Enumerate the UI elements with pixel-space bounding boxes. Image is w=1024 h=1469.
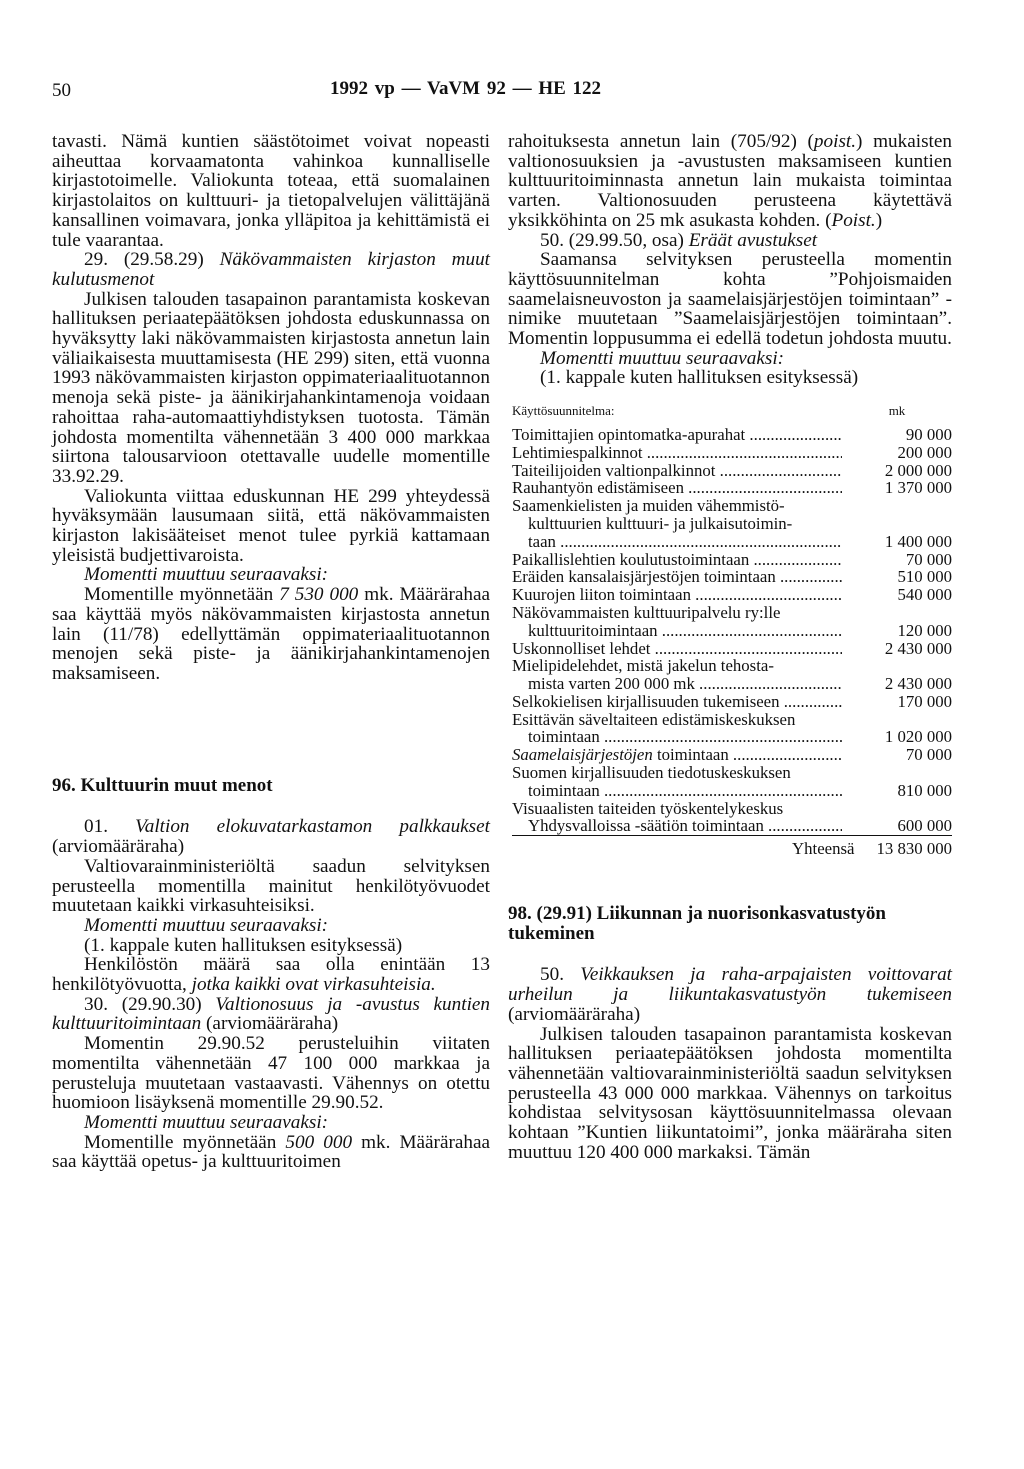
row-value: 70 000 (905, 745, 952, 765)
paragraph: Valiokunta viittaa eduskunnan HE 299 yhteydessä hyväksymään lausumaan siitä, että näkövammaisten kirjaston lakisääteiset menot tulee pyrkiä kattamaan yleisistä budjettivaroista. (52, 485, 490, 566)
row-value: 2 000 000 (884, 460, 952, 480)
row-value: 200 000 (897, 442, 952, 462)
table-row (512, 657, 952, 693)
heading-line: tukeminen (508, 922, 595, 944)
text-run: (arviomääräraha) (52, 836, 185, 858)
left-column (52, 132, 490, 1172)
item-number: 50. (29.99.50, osa) (540, 229, 689, 251)
row-label: Toimittajien opintomatka-apurahat ..... (512, 426, 842, 444)
row-value: 2 430 000 (884, 674, 952, 694)
row-label: Visuaalisten taiteiden työskentelykeskus (512, 798, 784, 818)
table-header (512, 402, 952, 420)
row-label (512, 746, 842, 764)
text-run: mk. Määrärahaa saa käyttää myös näkövammaisten kirjastosta annetun lain (11/78) edellyttämän oppimateriaalituotannon menojen sekä piste- ja äänikirjahankintamenojen maksamiseen. (52, 584, 490, 684)
text-run: ) mukaisten valtionosuuksien ja -avustusten maksamiseen kuntien kulttuuritoiminnasta annetun lain mukaista toimintaa varten. Valtionosuuden perusteena käytettävä yksikköhinta on 25 mk asukasta kohden. ( (508, 131, 952, 231)
text-run: Saamelaisjärjestöjen (512, 746, 653, 765)
table-row (512, 568, 952, 586)
table-total (512, 840, 952, 858)
amount: 500 000 (285, 1131, 353, 1153)
text-run: toimintaan (652, 746, 729, 765)
row-value: 1 020 000 (884, 727, 952, 747)
table-row (512, 640, 952, 658)
row-label: Selkokielisen kirjallisuuden tukemiseen ..... (512, 693, 842, 711)
table-row (512, 586, 952, 604)
text-run: Momentille myönnetään (84, 1131, 286, 1153)
paragraph: Julkisen talouden tasapainon parantamista koskevan hallituksen periaatepäätöksen johdosta momentilta vähennetään valtiovarainministeriöltä saadun selvityksen perusteella 43 000 000 markkaa. Vähennys on tarkoitus kohdistaa selvitysosan käyttösuunnitelmassa olevaan kohtaan ”Kuntien liikuntatoimi”, jonka määräraha siten muuttuu 120 400 000 markaksi. Tämän (508, 1023, 952, 1163)
row-value: 510 000 (897, 567, 952, 587)
text-run: poist. (813, 131, 857, 152)
table-header-unit: mk (888, 403, 906, 419)
row-value: 1 370 000 (884, 478, 952, 498)
amendment-label: Momentti muuttuu seuraavaksi: (84, 1111, 329, 1133)
page-number: 50 (52, 80, 71, 101)
row-label: Suomen kirjallisuuden tiedotuskeskuksen (512, 763, 791, 783)
item-heading (52, 250, 490, 289)
right-column (508, 132, 952, 1163)
amendment-label: Momentti muuttuu seuraavaksi: (84, 914, 329, 936)
item-heading (52, 995, 490, 1034)
row-label: toimintaan ..... (512, 728, 842, 746)
paragraph (52, 585, 490, 684)
total-label: Yhteensä (792, 839, 855, 859)
text-run: mk. Määrärahaa saa käyttää opetus- ja kulttuuritoimen (52, 1131, 491, 1173)
table-row (512, 479, 952, 497)
paragraph: Valtiovarainministeriöltä saadun selvityksen perusteella momentilla mainitut henkilötyövuodet muutetaan kaikki virkasuhteisiksi. (52, 855, 490, 917)
row-label: kulttuurien kulttuuri- ja julkaisutoimin- (528, 513, 793, 533)
table-row (512, 746, 952, 764)
paragraph (508, 132, 952, 231)
table-row (512, 444, 952, 462)
row-label: Yhdysvalloissa -säätiön toimintaan ..... (512, 817, 842, 835)
item-heading (508, 965, 952, 1024)
item-number: 01. (84, 816, 136, 838)
row-value: 90 000 (905, 424, 952, 444)
paragraph: (1. kappale kuten hallituksen esityksessä) (84, 934, 403, 956)
table-row (512, 462, 952, 480)
paragraph: tavasti. Nämä kuntien säästötoimet voivat nopeasti aiheuttaa korvaamatonta vahinkoa kunnalliselle kirjastotoimelle. Valiokunta toteaa, että suomalainen kirjastolaitos on kulttuuri- ja tietopalvelujen välittäjänä kansallinen voimavara, jonka ylläpitoa ja kehittämistä ei tule vaarantaa. (52, 131, 490, 251)
paragraph (52, 1133, 490, 1172)
paragraph: Julkisen talouden tasapainon parantamista koskevan hallituksen periaatepäätöksen johdosta eduskunnassa on hyväksytty laki näkövammaisten kirjastosta annetun lain väliaikaisesta muuttamisesta (HE 299) siten, että vuonna 1993 näkövammaisten kirjaston oppimateriaalituotannon menoja sekä piste- ja äänikirjahankintamenoja voidaan rahoittaa raha-automaattiyhdistyksen tuotosta. Tämän johdosta momentilta vähennetään 3 400 000 markkaa siirtona talousarvioon otettavalle uudelle momentille 33.92.29. (52, 288, 490, 487)
row-value: 170 000 (897, 691, 952, 711)
table-row (512, 604, 952, 640)
item-title: Näkövammaisten kirjaston muut kulutusmenot (52, 249, 490, 290)
row-value: 70 000 (905, 549, 952, 569)
item-number: 29. (29.58.29) (84, 249, 220, 271)
item-heading (508, 231, 952, 251)
text-run: (arviomääräraha) (201, 1013, 339, 1035)
row-label: Saamenkielisten ja muiden vähemmistö- (512, 496, 785, 516)
table-row (512, 711, 952, 747)
text-run: rahoituksesta annetun lain (705/92) ( (508, 131, 814, 152)
row-value: 1 400 000 (884, 531, 952, 551)
item-number: 30. (29.90.30) (84, 993, 216, 1015)
table-row (512, 551, 952, 569)
row-value: 120 000 (897, 620, 952, 640)
row-label: mista varten 200 000 mk ..... (512, 675, 842, 693)
text-run: Henkilöstön määrä saa olla enintään 13 henkilötyövuotta, (52, 954, 490, 996)
row-label: Mielipidelehdet, mistä jakelun tehosta- (512, 656, 774, 676)
table-row (512, 426, 952, 444)
row-label: Uskonnolliset lehdet ..... (512, 640, 842, 658)
row-value: 600 000 (897, 816, 952, 836)
paragraph: (1. kappale kuten hallituksen esityksessä) (540, 367, 859, 389)
row-label: Kuurojen liiton toimintaan ..... (512, 586, 842, 604)
row-label: Rauhantyön edistämiseen ..... (512, 479, 842, 497)
item-title: Eräät avustukset (688, 229, 818, 251)
item-heading (52, 817, 490, 856)
text-run: Poist. (831, 209, 876, 231)
item-title: Veikkauksen ja raha-arpajaisten voittovarat urheilun ja liikuntakasvatustyön tukemiseen (508, 964, 952, 1006)
row-label: Näkövammaisten kulttuuripalvelu ry:lle (512, 602, 781, 622)
row-label: Taiteilijoiden valtionpalkinnot ..... (512, 462, 842, 480)
row-label: taan ..... (512, 533, 842, 551)
item-title: Valtion elokuvatarkastamon palkkaukset (135, 816, 490, 838)
table-row (512, 800, 952, 837)
heading-line: 98. (29.91) Liikunnan ja nuorisonkasvatustyön (508, 903, 886, 925)
table-header-label: Käyttösuunnitelma: (512, 403, 615, 419)
row-label: toimintaan ..... (512, 782, 842, 800)
row-label: Eräiden kansalaisjärjestöjen toimintaan ..... (512, 568, 842, 586)
row-label: Lehtimiespalkinnot ..... (512, 444, 842, 462)
section-heading-98 (508, 904, 952, 943)
paragraph: Momentin 29.90.52 perusteluihin viitaten momentilta vähennetään 47 100 000 markkaa ja perusteluja muutetaan vastaavasti. Vähennys on otettu huomioon lisäyksenä momentille 29.90.52. (52, 1033, 490, 1114)
budget-table (512, 402, 952, 858)
item-number: 50. (540, 964, 581, 986)
table-row (512, 764, 952, 800)
row-value: 540 000 (897, 585, 952, 605)
total-value: 13 830 000 (876, 839, 952, 859)
amendment-label: Momentti muuttuu seuraavaksi: (540, 347, 785, 369)
text-run: jotka kaikki ovat virkasuhteisia. (191, 974, 436, 996)
running-header: 1992 vp — VaVM 92 — HE 122 (330, 78, 602, 99)
item-title: Valtionosuus ja -avustus kuntien kulttuuritoimintaan (52, 993, 491, 1035)
row-label: Paikallislehtien koulutustoimintaan ..... (512, 551, 842, 569)
row-label: Esittävän säveltaiteen edistämiskeskuksen (512, 709, 796, 729)
row-value: 810 000 (897, 780, 952, 800)
text-run: ) (875, 209, 883, 231)
row-label: kulttuuritoimintaan ..... (512, 622, 842, 640)
table-row (512, 693, 952, 711)
row-value: 2 430 000 (884, 638, 952, 658)
text-run: Momentille myönnetään (84, 584, 280, 606)
text-run: (arviomääräraha) (508, 1003, 641, 1025)
paragraph: Saamansa selvityksen perusteella momentin käyttösuunnitelman kohta ”Pohjoismaiden saamelaisneuvoston ja saamelaisjärjestöjen toimintaan” -nimike muutetaan ”Saamelaisjärjestöjen toimintaan”. Momentin loppusumma ei edellä todetun johdosta muutu. (508, 249, 952, 350)
table-row (512, 497, 952, 550)
amendment-label: Momentti muuttuu seuraavaksi: (84, 564, 329, 586)
paragraph (52, 955, 490, 994)
amount: 7 530 000 (279, 584, 359, 606)
section-heading-96: 96. Kulttuurin muut menot (52, 774, 273, 796)
